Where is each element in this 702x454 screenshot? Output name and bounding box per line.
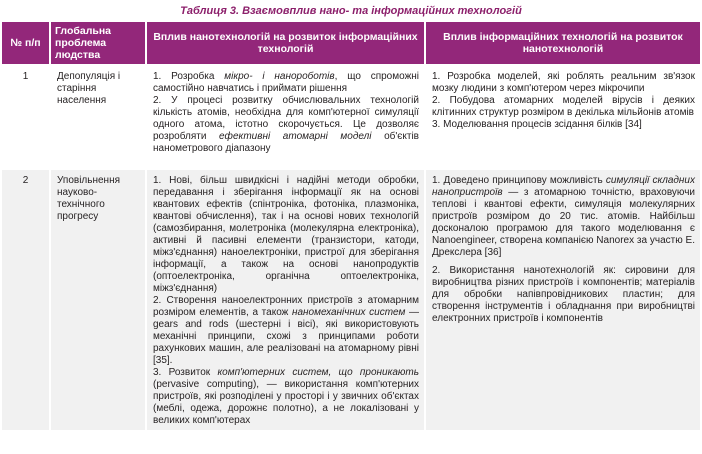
list-item: 1. Доведено принципову можливість симуляції складних нанопристроїв — з атомарною точністю, враховуючи теплові і квантові ефекти, симуляція молекулярних пристроїв розміром до 20 тис. атомів. Найбільш досконалою програмою для такого моделювання є Nanoengineer, створена компанією Nanorex за участю Е. Дрекслера [36] <box>432 175 695 258</box>
list-item: 3. Моделювання процесів зсідання білків [34] <box>432 119 642 130</box>
list-item: 2. У процесі розвитку обчислювальних технологій кількість атомів, необхідна для комп'ютерної симуляції одного атома, істотно скорочується. Це дозволяє розробляти ефективні атомарні моделі об'єктів нанометрового діапазону <box>153 95 419 154</box>
header-row <box>2 22 700 64</box>
row-nano-cell <box>146 66 425 168</box>
header-info: Вплив інформаційних технологій на розвиток нанотехнологій <box>425 22 700 64</box>
row-info-cell <box>425 170 700 430</box>
table-caption: Таблиця 3. Взаємовплив нано- та інформаційних технологій <box>180 5 522 17</box>
table-row <box>2 170 700 430</box>
row-problem: Уповільнення науково-технічного прогресу <box>50 170 146 430</box>
list-item: 1. Нові, більш швидкісні і надійні методи обробки, передавання і зберігання інформації як на основі квантових ефектів (спінтроніка, фотоніка, плазмоніка, квантові обчислення), так і на основі нових технологій (самозбирання, молетроніка (молекулярна електроніка), активні й пасивні елементи (транзистори, катоди, міжз'єднання) наноелектроніки, пристрої для зберігання інформації, а також на основі нанопродуктів (оптоелектроніка, органічна оптоелектроніка, міжз'єднання) <box>153 175 419 294</box>
header-nano: Вплив нанотехнологій на розвиток інформаційних технологій <box>146 22 425 64</box>
row-nano-cell <box>146 170 425 430</box>
table-row <box>2 66 700 168</box>
list-item: 3. Розвиток комп'ютерних систем, що проникають (pervasive computing), — використання комп'ютерних пристроїв, які розподілені у просторі і у звичних об'єктах (меблі, одежа, дорожнє полотно), а не локалізовані у великих комп'ютерах <box>153 367 419 426</box>
row-number: 2 <box>2 170 50 430</box>
row-problem: Депопуляція і старіння населення <box>50 66 146 168</box>
technology-table <box>2 22 700 430</box>
row-number: 1 <box>2 66 50 168</box>
list-item: 2. Використання нанотехнологій як: сировини для виробництва різних пристроїв і компонентів; матеріалів для обробки напівпровідникових пластин; для створення інструментів і обладнання при виробництві електронних пристроїв і компонентів <box>432 265 695 324</box>
list-item: 1. Розробка мікро- і нанороботів, що спроможні самостійно навчатись і приймати рішення <box>153 71 420 94</box>
header-problem: Глобальна проблема людства <box>50 22 146 64</box>
list-item: 1. Розробка моделей, які роблять реальним зв'язок мозку людини з комп'ютером через мікрочипи <box>432 71 695 94</box>
list-item: 2. Створення наноелектронних пристроїв з атомарним розміром елементів, а також наномеханічних систем — gears and rods (шестерні і вісі), які використовують механічні принципи, схожі з принципами роботи рахункових машин, але реалізовані на атомарному рівні [35]. <box>153 295 420 366</box>
header-num: № п/п <box>2 22 50 64</box>
row-info-cell <box>425 66 700 168</box>
list-item: 2. Побудова атомарних моделей вірусів і деяких клітинних структур розміром в декілька мільйонів атомів <box>432 95 695 118</box>
